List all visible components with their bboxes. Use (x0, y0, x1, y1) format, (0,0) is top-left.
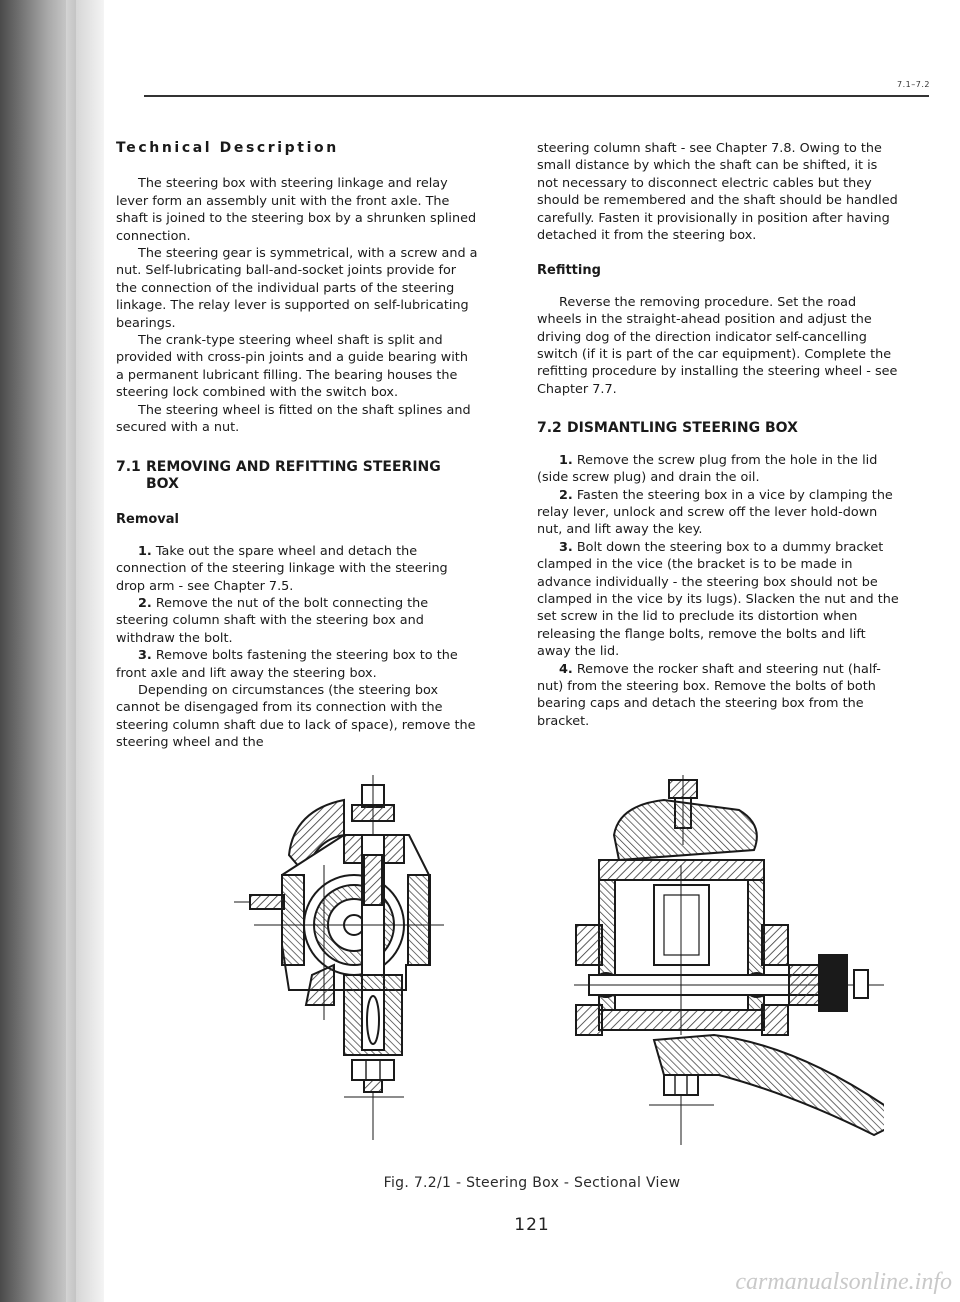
removal-step: 3. Remove bolts fastening the steering box to the front axle and lift away the steering box. (116, 648, 458, 681)
section-7-1-heading (116, 459, 478, 494)
right-column (537, 140, 899, 730)
continuation-paragraph: steering column shaft - see Chapter 7.8. Owing to the small distance by which the shaft can be shifted, it is not necessary to disconnect electric cables but they should be remembered and the shaft should be handled carefully. Fasten it provisionally in position after having detached it from the steering box. (537, 141, 898, 244)
dismantling-step: 4. Remove the rocker shaft and steering nut (half-nut) from the steering box. Remove the bolts of both bearing caps and detach the steering box from the bracket. (537, 661, 881, 729)
section-title (146, 459, 441, 494)
figure-caption: Fig. 7.2/1 - Steering Box - Sectional View (383, 1175, 681, 1191)
side-section-view (234, 775, 444, 1140)
book-spine-shadow (0, 0, 104, 1302)
steering-box-sectional-diagram (194, 775, 884, 1160)
tech-paragraph: The steering wheel is fitted on the shaft splines and secured with a nut. (116, 402, 471, 436)
header-rule (144, 95, 929, 97)
refitting-paragraph: Reverse the removing procedure. Set the road wheels in the straight-ahead position and adjust the driving dog of the direction indicator self-cancelling switch (if it is part of the car equipment). Complete the refitting procedure by installing the steering wheel - see Chapter 7.7. (537, 294, 898, 397)
section-title: DISMANTLING STEERING BOX (567, 420, 798, 437)
dismantling-step: 2. Fasten the steering box in a vice by clamping the relay lever, unlock and screw off the lever hold-down nut, and lift away the key. (537, 487, 893, 538)
section-title-line: REMOVING AND REFITTING STEERING (146, 458, 441, 475)
front-section-view (574, 775, 884, 1145)
section-7-2-heading (537, 420, 899, 437)
section-number: 7.2 (537, 420, 562, 437)
tech-paragraph: The crank-type steering wheel shaft is split and provided with cross-pin joints and a guide bearing with a permanent lubricant filling. The bearing houses the steering lock combined with the switch box. (116, 333, 468, 401)
left-column (116, 140, 478, 752)
section-number: 7.1 (116, 458, 141, 475)
technical-description-title: Technical Description (116, 140, 339, 156)
dismantling-step: 3. Bolt down the steering box to a dummy bracket clamped in the vice (the bracket is to be made in advance individually - the steering box should not be clamped in the vice by its lugs). Slacken the nut and the set screw in the lid to preclude its distortion when releasing the flange bolts, remove the bolts and lift away the lid. (537, 539, 899, 660)
removal-step: 2. Remove the nut of the bolt connecting the steering column shaft with the steering box and withdraw the bolt. (116, 595, 429, 646)
chapter-code: 7.1–7.2 (897, 80, 930, 89)
section-title-line: BOX (146, 475, 179, 492)
removal-heading: Removal (116, 512, 180, 528)
removal-step: 1. Take out the spare wheel and detach the connection of the steering linkage with the steering drop arm - see Chapter 7.5. (116, 543, 448, 594)
manual-page (104, 0, 960, 1302)
spine-highlight (66, 0, 76, 1302)
dismantling-step: 1. Remove the screw plug from the hole in the lid (side screw plug) and drain the oil. (537, 452, 878, 486)
page-number: 121 (514, 1215, 550, 1235)
tech-paragraph: The steering box with steering linkage and relay lever form an assembly unit with the front axle. The shaft is joined to the steering box by a shrunken splined connection. (116, 176, 477, 244)
refitting-heading: Refitting (537, 263, 601, 279)
depending-paragraph: Depending on circumstances (the steering box cannot be disengaged from its connection with the steering column shaft due to lack of space), remove the steering wheel and the (116, 682, 476, 751)
tech-paragraph: The steering gear is symmetrical, with a screw and a nut. Self-lubricating ball-and-socket joints provide for the connection of the individual parts of the steering linkage. The relay lever is supported on self-lubricating bearings. (116, 246, 478, 331)
watermark[interactable]: carmanualsonline.info (735, 1269, 952, 1295)
